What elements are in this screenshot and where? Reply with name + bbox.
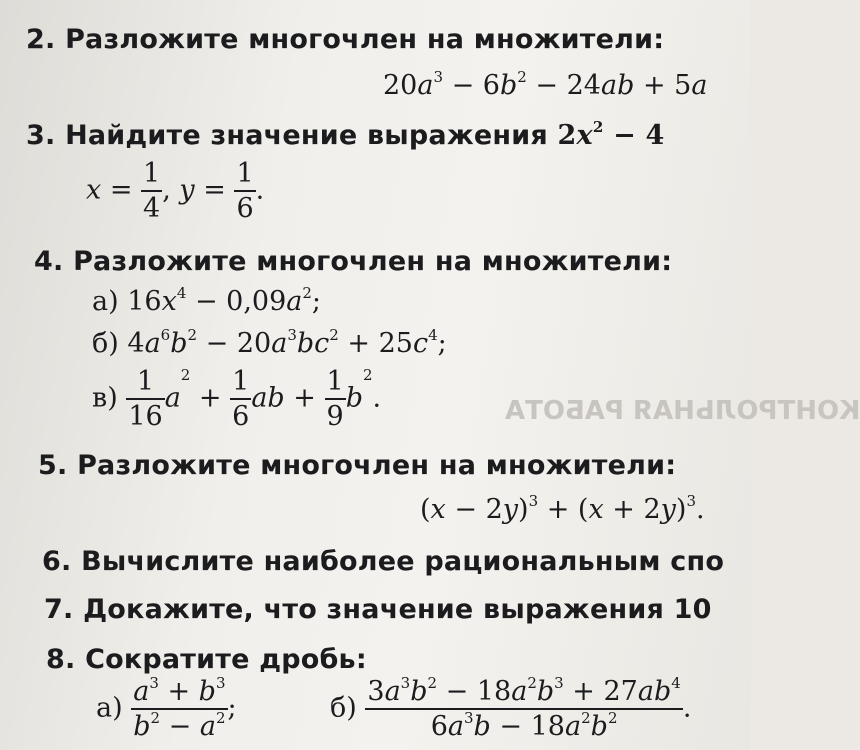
- task-2-expression: $20a^3 - 6b^2 - 24ab + 5a$: [383, 68, 708, 101]
- task-3-heading: 3. Найдите значение выражения $2x^2 - 4$: [26, 118, 665, 151]
- task-4-heading: 4. Разложите многочлен на множители:: [34, 246, 673, 277]
- task-4a: а) $16x^4 - 0,09a^2$;: [92, 284, 322, 317]
- task-5-heading: 5. Разложите многочлен на множители:: [38, 450, 677, 481]
- task-8-heading: 8. Сократите дробь:: [46, 644, 367, 675]
- task-4c: в) $\frac{1}{16}$ $a^2$ + $\frac{1}{6}$ ab + $\frac{1}{9}$ $b^2$.: [92, 366, 382, 432]
- task-7-heading: 7. Докажите, что значение выражения 10: [44, 594, 712, 625]
- task-3-values: x = $\frac{1}{4}$ , y = $\frac{1}{6}$ .: [86, 158, 265, 224]
- task-2-heading: 2. Разложите многочлен на множители:: [26, 24, 665, 55]
- task-8b: б) $\frac{3a^3b^2 - 18a^2b^3 + 27ab^4}{6a^3b - 18a^2b^2}$ .: [330, 674, 692, 742]
- task-5-expression: $(x - 2y)^3 + (x + 2y)^3$.: [420, 492, 705, 525]
- bleed-through-text: КОНТРОЛЬНАЯ РАБОТА: [505, 396, 860, 426]
- task-6-heading: 6. Вычислите наиболее рациональным спо: [42, 546, 725, 577]
- task-4b: б) $4a^6b^2 - 20a^3bc^2 + 25c^4$;: [92, 326, 447, 359]
- task-8a: а) $\frac{a^3 + b^3}{b^2 - a^2}$ ;: [96, 674, 237, 742]
